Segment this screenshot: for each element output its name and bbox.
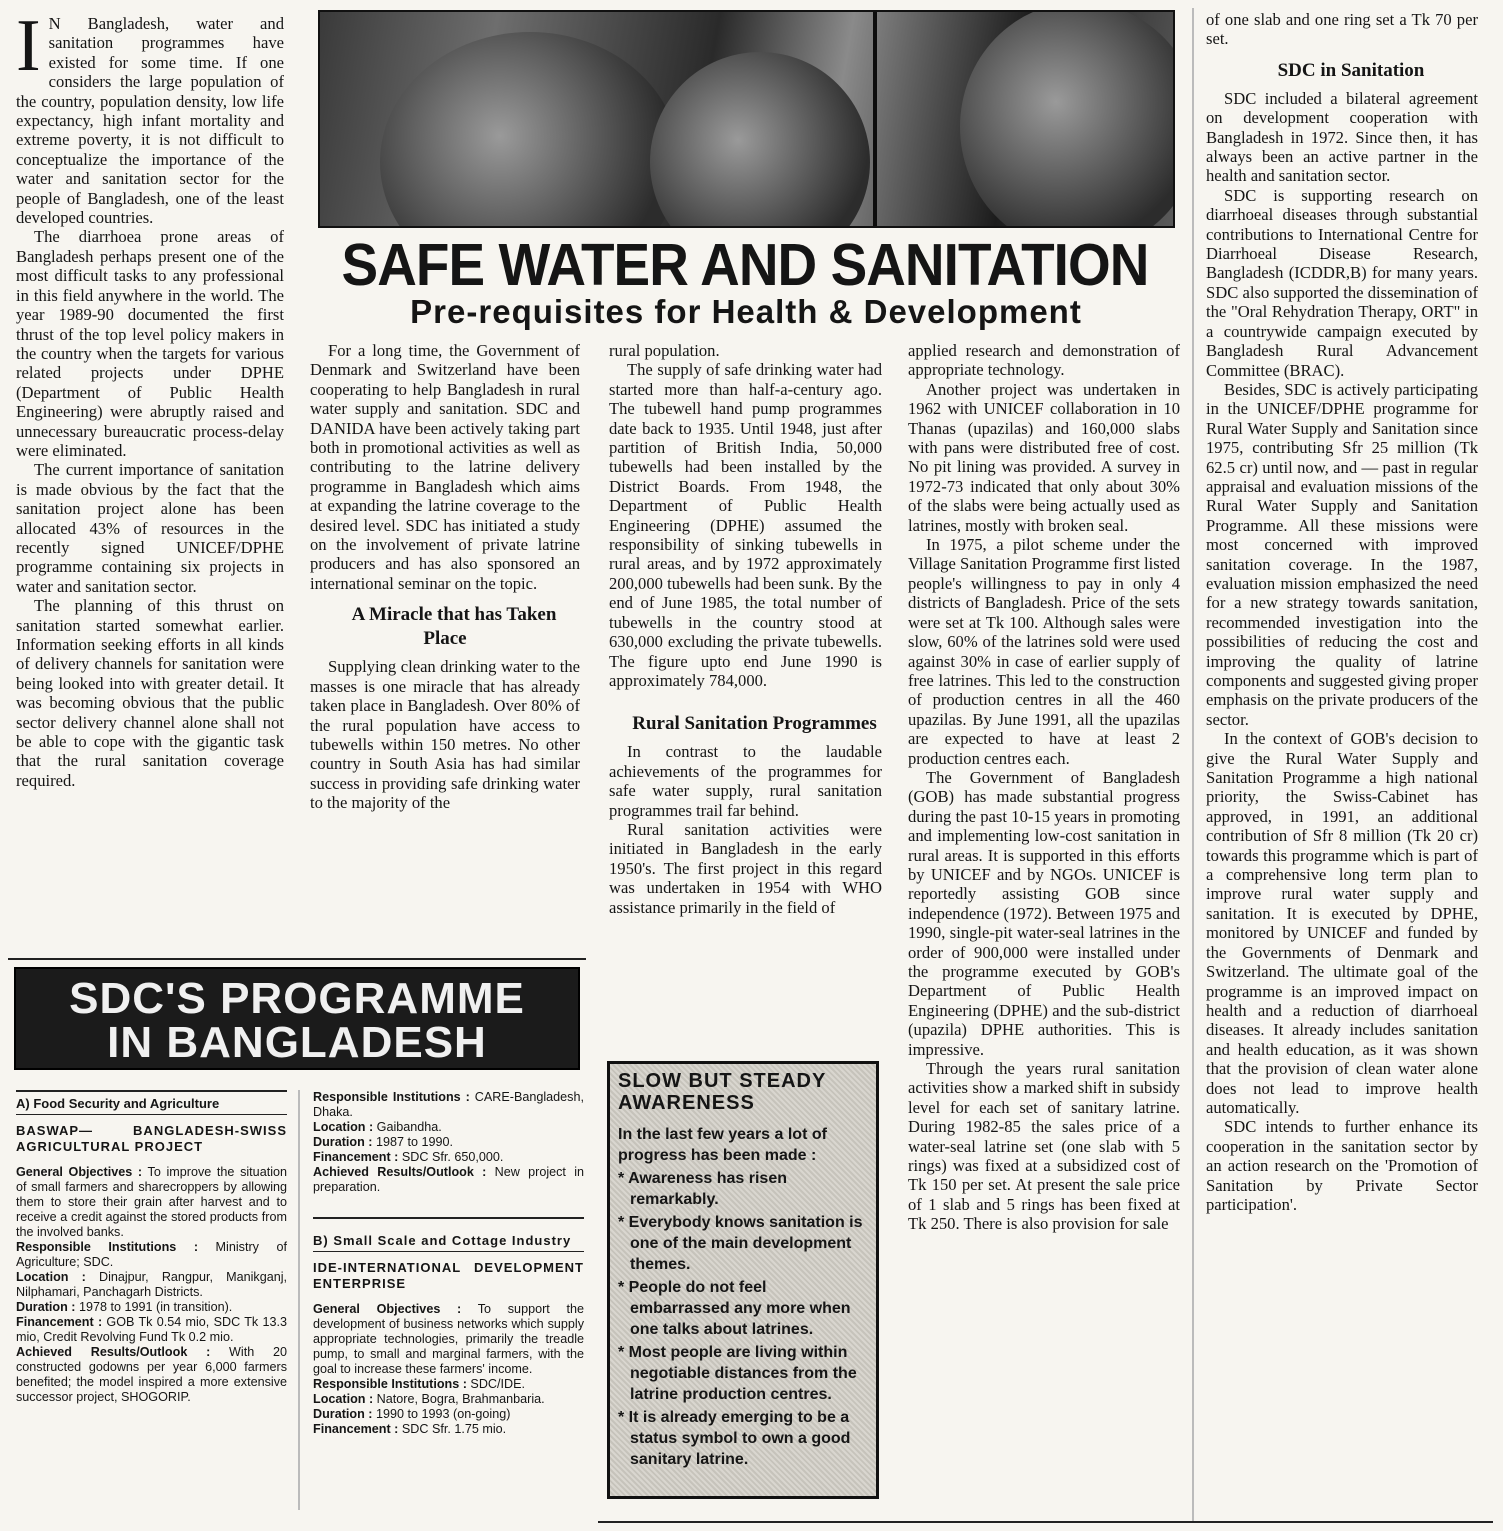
detail: Responsible Institutions : CARE-Bangladesh, Dhaka. [313, 1090, 584, 1119]
article-photo [318, 10, 1175, 228]
awareness-title: SLOW BUT STEADY AWARENESS [618, 1070, 827, 1114]
paragraph: Rural sanitation activities were initiated in Bangladesh in the early 1950's. The first project in this regard was undertaken in 1954 with WHO assistance primarily in the field of [609, 819, 882, 917]
subheadline: Pre-requisites for Health & Development [410, 293, 1082, 330]
paragraph: For a long time, the Government of Denmark and Switzerland have been cooperating to help Bangladesh in rural water supply and sanitation. SDC and DANIDA have been actively taking part both in promotional activities as well as contributing to the latrine delivery programme in Bangladesh which aims at expanding the latrine coverage to the desired level. SDC has initiated a study on the involvement of private latrine producers and has also sponsored an international seminar on the topic. [310, 341, 580, 593]
paragraph: The supply of safe drinking water had started more than half-a-century ago. The tubewell hand pump programmes date back to 1935. Until 1948, just after partition of British India, 50,000 tubewells had been installed by the District Boards. From 1948, the Department of Public Health Engineering (DPHE) assumed the responsibility of sinking tubewells in rural areas, and by 1972 approximately 200,000 tubewells had been sunk. By the end of June 1985, the total number of tubewells in the country stood at 630,000 excluding the private tubewells. The figure upto end June 1990 is approximately 784,000. [609, 360, 882, 690]
paragraph: The current importance of sanitation is made obvious by the fact that the sanitation project alone has been allocated 43% of resources in the recently signed UNICEF/DPHE programme containing six projects in water and sanitation sector. [16, 460, 284, 596]
paragraph: rural population. [609, 341, 720, 360]
programme-title-line1: SDC'S PROGRAMME [69, 974, 525, 1023]
column-rule [1192, 8, 1194, 1523]
awareness-box [607, 1061, 879, 1499]
column-3 [609, 341, 882, 1051]
detail: Achieved Results/Outlook : With 20 constructed godowns per year 6,000 farmers benefited; the model inspired a more extensive successor project, SHOGORIP. [16, 1345, 287, 1404]
section-b-heading: B) Small Scale and Cottage Industry [313, 1229, 584, 1252]
paragraph: applied research and demonstration of appropriate technology. [908, 341, 1180, 380]
detail: General Objectives : To support the development of business networks which supply appropriate technologies, primarily the treadle pump, to small and marginal farmers, with the goal to increase these farmers' income. [313, 1302, 584, 1376]
detail: Location : Gaibandha. [313, 1120, 442, 1134]
awareness-list [618, 1168, 868, 1470]
paragraph: SDC included a bilateral agreement on development cooperation with Bangladesh in 1972. Since then, it has always been an active partner in the health and sanitation sector. [1206, 88, 1478, 186]
paragraph: SDC intends to further enhance its cooperation in the sanitation sector by an action research on the 'Promotion of Sanitation by Private Sector participation'. [1206, 1117, 1478, 1214]
photo-child-right [960, 10, 1175, 228]
drop-cap: I [16, 14, 41, 87]
detail: Duration : 1990 to 1993 (on-going) [313, 1407, 511, 1421]
column-5 [1206, 10, 1478, 1510]
photo-hands [650, 52, 870, 228]
column-1 [16, 14, 284, 954]
detail: Financement : SDC Sfr. 650,000. [313, 1150, 504, 1164]
section-a-project: BASWAP— BANGLADESH-SWISS AGRICULTURAL PROJECT [16, 1123, 287, 1154]
subheading-sdc-sanitation: SDC in Sanitation [1277, 59, 1425, 81]
detail: General Objectives : To improve the situation of small farmers and sharecroppers by allowing them to store their grain after harvest and to receive a credit against the stored products from the involved banks. [16, 1165, 287, 1239]
photo-divider [873, 12, 877, 226]
paragraph: The planning of this thrust on sanitation started somewhat earlier. Information seeking efforts in all kinds of delivery channels for sanitation were being looked into with greater detail. It was becoming obvious that the public sector delivery channel alone shall not be able to cope with the gigantic task that the rural sanitation coverage required. [16, 596, 284, 790]
detail: Location : Natore, Bogra, Brahmanbaria. [313, 1392, 545, 1406]
list-item: * Most people are living within negotiable distances from the latrine production centres. [618, 1344, 857, 1403]
section-b-project: IDE-INTERNATIONAL DEVELOPMENT ENTERPRISE [313, 1260, 584, 1291]
column-2 [310, 341, 580, 951]
column-4 [908, 341, 1180, 1507]
paragraph: In 1975, a pilot scheme under the Village Sanitation Programme first listed people's willingness to pay in only 4 districts of Bangladesh. Price of the sets were set at Tk 100. Although sales were slow, 60% of the latrines sold were used against 30% in case of earlier supply of free latrines. This led to the construction of production centres in all the 460 upazilas. By June 1991, all the upazilas are expected to have at least 2 production centres each. [908, 535, 1180, 768]
detail: Duration : 1978 to 1991 (in transition). [16, 1300, 233, 1314]
list-item: * Everybody knows sanitation is one of the main development themes. [618, 1214, 863, 1273]
paragraph: The Government of Bangladesh (GOB) has made substantial progress during the past 10-15 years in promoting and implementing low-cost sanitation in rural areas. It is supported in this efforts by UNICEF and by NGOs. UNICEF is reportedly assisting GOB since independence (1972). Between 1975 and 1990, single-pit water-seal latrines in the order of 900,000 were installed under the programme executed by GOB's Department of Public Health Engineering (DPHE) and the sub-district (upazila) DPHE authorities. This is impressive. [908, 767, 1180, 1059]
detail: Achieved Results/Outlook : New project in preparation. [313, 1165, 584, 1194]
paragraph: Another project was undertaken in 1962 with UNICEF collaboration in 10 Thanas (upazilas) and 160,000 slabs with pans were distributed free of cost. No pit lining was provided. A survey in 1972-73 indicated that only about 30% of the slabs were being actually used as latrines, mostly with broken seal. [908, 379, 1180, 535]
detail: Duration : 1987 to 1990. [313, 1135, 453, 1149]
subheading-miracle: A Miracle that has Taken Place [351, 604, 557, 650]
photo-child-left [380, 32, 680, 228]
divider [313, 1217, 584, 1219]
detail: Financement : SDC Sfr. 1.75 mio. [313, 1422, 507, 1436]
detail: Responsible Institutions : SDC/IDE. [313, 1377, 526, 1391]
programme-section-a [16, 1090, 287, 1510]
programme-title-line2: IN BANGLADESH [107, 1018, 487, 1067]
programme-banner [14, 967, 580, 1070]
list-item: * It is already emerging to be a status symbol to own a good sanitary latrine. [618, 1409, 851, 1468]
programme-column-rule [298, 1090, 300, 1510]
detail: Financement : GOB Tk 0.54 mio, SDC Tk 13.3 mio, Credit Revolving Fund Tk 0.2 mio. [16, 1315, 287, 1344]
paragraph: of one slab and one ring set a Tk 70 per set. [1206, 10, 1478, 49]
detail: Responsible Institutions : Ministry of Agriculture; SDC. [16, 1240, 287, 1269]
subheading-rural-sanitation: Rural Sanitation Programmes [632, 713, 877, 735]
headline: SAFE WATER AND SANITATION [341, 232, 1149, 298]
intro-paragraph: I N Bangladesh, water and sanitation programmes have existed for some time. If one considers the large population of the country, population density, low life expectancy, high infant mortality and extreme poverty, it is not difficult to conceptualize the importance of the water and sanitation sector for the people of Bangladesh, one of the least developed countries. [16, 14, 284, 228]
programme-section-b [313, 1090, 584, 1525]
paragraph: Besides, SDC is actively participating in the UNICEF/DPHE programme for Rural Water Supply and Sanitation since 1975, contributing Sfr 25 million (Tk 62.5 cr) until now, and — past in regular appraisal and evaluation missions of the Rural Water Supply and Sanitation Programme. All these missions were most concerned with improved sanitation coverage. In the 1987, evaluation mission emphasized the need for a new strategy towards sanitation, recommended investigation into the possibilities of reducing the cost and improving the quality of latrine components and suggested giving proper emphasis on the private producers of the sector. [1206, 379, 1478, 729]
detail: Location : Dinajpur, Rangpur, Manikganj, Nilphamari, Panchagarh Districts. [16, 1270, 287, 1299]
section-a-heading: A) Food Security and Agriculture [16, 1090, 287, 1115]
bottom-rule [598, 1521, 1493, 1523]
paragraph: Through the years rural sanitation activities show a marked shift in subsidy level for each set of sanitary latrine. During 1982-85 the sales price of a water-seal latrine set (one slab with 5 rings) was fixed at a subsidized cost of Tk 150 per set. At present the sale price of 1 slab and 5 rings has been fixed at Tk 250. There is also provision for sale [908, 1059, 1180, 1234]
paragraph: In the context of GOB's decision to give the Rural Water Supply and Sanitation Programme a high national priority, the Swiss-Cabinet has approved, in 1991, an additional contribution of Sfr 8 million (Tk 20 cr) towards this programme which is part of a comprehensive long term plan to improve rural water supply and sanitation. It is executed by DPHE, monitored by UNICEF and funded by the Governments of Denmark and Switzerland. The ultimate goal of the programme is an improved impact on health and a reduction of diarrhoeal diseases. It already includes sanitation and health education, as it was shown that the provision of clean water alone does not lead to improve health automatically. [1206, 729, 1478, 1117]
section-rule [8, 958, 586, 960]
paragraph: In contrast to the laudable achievements of the programmes for safe water supply, rural sanitation programmes trail far behind. [609, 742, 882, 820]
paragraph: SDC is supporting research on diarrhoeal diseases through substantial contributions to International Centre for Diarrhoeal Disease Research, Bangladesh (ICDDR,B) for many years. SDC also supported the dissemination of the "Oral Rehydration Therapy, ORT" in a countrywide campaign executed by Bangladesh Rural Advancement Committee (BRAC). [1206, 185, 1478, 380]
list-item: * People do not feel embarrassed any more when one talks about latrines. [618, 1279, 851, 1338]
paragraph: The diarrhoea prone areas of Bangladesh perhaps present one of the most difficult tasks to any professional in this field anywhere in the world. The year 1989-90 documented the first thrust of the top level policy makers in the country when the targets for various related projects under DPHE (Department of Public Health Engineering) were abruptly raised and unnecessary bureaucratic process-delay were eliminated. [16, 227, 284, 460]
paragraph: Supplying clean drinking water to the masses is one miracle that has already taken place in Bangladesh. Over 80% of the rural population have access to tubewells within 150 metres. No other country in South Asia has had similar success in providing safe drinking water to the majority of the [310, 657, 580, 813]
awareness-intro: In the last few years a lot of progress has been made : [618, 1126, 827, 1164]
list-item: * Awareness has risen remarkably. [618, 1170, 787, 1208]
